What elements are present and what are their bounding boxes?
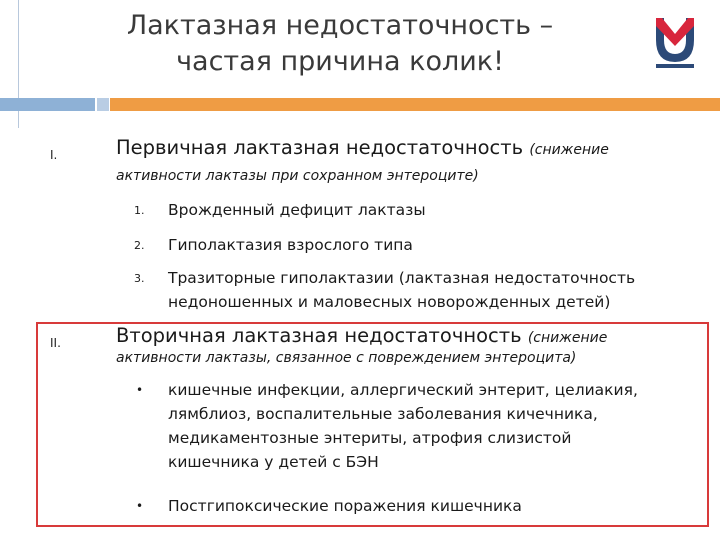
list-item-line: кишечные инфекции, аллергический энтерит, целиакия, — [168, 381, 638, 399]
header-bar-orange — [110, 98, 720, 111]
list-item: Врожденный дефицит лактазы — [168, 201, 426, 219]
list-item-line: лямблиоз, воспалительные заболевания кичечника, — [168, 405, 598, 423]
university-logo-icon — [650, 14, 700, 70]
list-item-line: медикаментозные энтериты, атрофия слизистой — [168, 429, 572, 447]
list-item-line: кишечника у детей с БЭН — [168, 453, 379, 471]
list-number: 3. — [134, 272, 145, 285]
title-line-2: частая причина колик! — [176, 46, 504, 77]
list-item: Гиполактазия взрослого типа — [168, 236, 413, 254]
bullet-icon: • — [136, 499, 144, 513]
header-bar-lightblue — [97, 98, 109, 111]
section-2-numeral: II. — [50, 336, 61, 350]
list-item: Постгипоксические поражения кишечника — [168, 497, 522, 515]
section-2-heading-text: Вторичная лактазная недостаточность — [116, 324, 522, 347]
title-line-1: Лактазная недостаточность – — [126, 10, 554, 41]
list-number: 2. — [134, 239, 145, 252]
section-2-note-rest: активности лактазы, связанное с повреждением энтероцита) — [116, 350, 577, 366]
list-item — [168, 266, 635, 314]
section-1-note-start: (снижение — [529, 142, 609, 158]
list-item-line: недоношенных и маловесных новорожденных детей) — [168, 293, 611, 311]
section-1-numeral: I. — [50, 148, 58, 162]
section-1-heading-text: Первичная лактазная недостаточность — [116, 136, 524, 159]
list-item — [168, 378, 638, 474]
slide-title — [60, 8, 620, 80]
section-1-note-rest: активности лактазы при сохранном энтероците) — [116, 168, 479, 184]
list-number: 1. — [134, 204, 145, 217]
bullet-icon: • — [136, 383, 144, 397]
section-2-heading — [116, 324, 607, 347]
section-2-note-start: (снижение — [527, 330, 608, 346]
section-1-heading — [116, 136, 609, 159]
header-bar-blue — [0, 98, 95, 111]
list-item-line: Тразиторные гиполактазии (лактазная недостаточность — [168, 269, 636, 287]
